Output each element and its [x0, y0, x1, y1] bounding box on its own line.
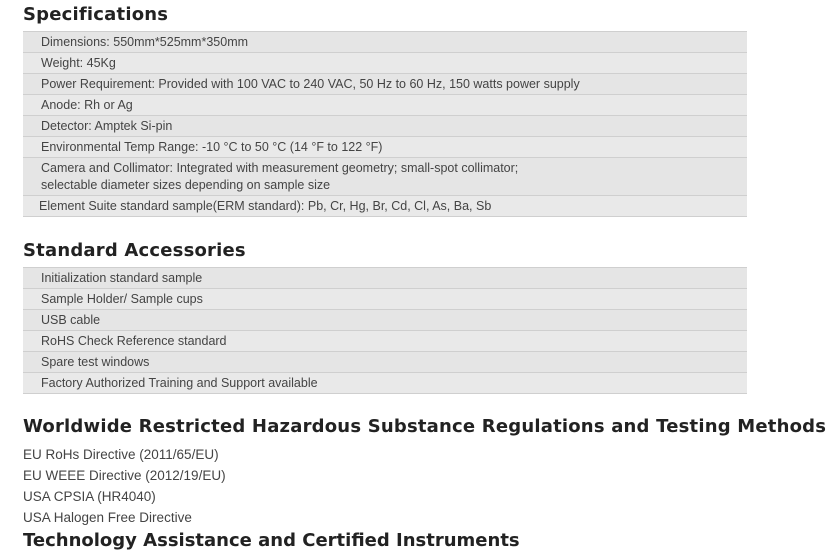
specifications-title: Specifications: [23, 4, 169, 25]
spec-row-power: Power Requirement: Provided with 100 VAC to 240 VAC, 50 Hz to 60 Hz, 150 watts power supply: [23, 74, 747, 95]
spec-row-element-suite: Element Suite standard sample(ERM standard): Pb, Cr, Hg, Br, Cd, Cl, As, Ba, Sb: [23, 196, 747, 217]
accessory-row: Initialization standard sample: [23, 268, 747, 289]
camera-line-1: Camera and Collimator: Integrated with measurement geometry; small-spot collimator;: [41, 161, 519, 175]
accessory-row: Sample Holder/ Sample cups: [23, 289, 747, 310]
regulations-title: Worldwide Restricted Hazardous Substance Regulations and Testing Methods: [23, 416, 826, 437]
accessory-row: Factory Authorized Training and Support available: [23, 373, 747, 394]
regulation-item: EU WEEE Directive (2012/19/EU): [23, 468, 226, 483]
next-section-title: Technology Assistance and Certified Instruments: [23, 530, 520, 551]
accessory-row: USB cable: [23, 310, 747, 331]
regulations-list: [23, 444, 226, 528]
specifications-table: [23, 31, 747, 217]
regulation-item: EU RoHs Directive (2011/65/EU): [23, 447, 219, 462]
accessory-row: RoHS Check Reference standard: [23, 331, 747, 352]
accessories-title: Standard Accessories: [23, 240, 246, 261]
camera-line-2: selectable diameter sizes depending on sample size: [41, 178, 331, 192]
spec-row-detector: Detector: Amptek Si-pin: [23, 116, 747, 137]
next-section-title-cutoff: [23, 530, 520, 551]
spec-row-camera-collimator: [23, 158, 747, 196]
spec-row-anode: Anode: Rh or Ag: [23, 95, 747, 116]
accessory-row: Spare test windows: [23, 352, 747, 373]
spec-row-temp-range: Environmental Temp Range: -10 °C to 50 °C (14 °F to 122 °F): [23, 137, 747, 158]
accessories-table: [23, 267, 747, 394]
spec-row-weight: Weight: 45Kg: [23, 53, 747, 74]
spec-row-dimensions: Dimensions: 550mm*525mm*350mm: [23, 32, 747, 53]
regulation-item: USA Halogen Free Directive: [23, 510, 192, 525]
regulation-item: USA CPSIA (HR4040): [23, 489, 156, 504]
